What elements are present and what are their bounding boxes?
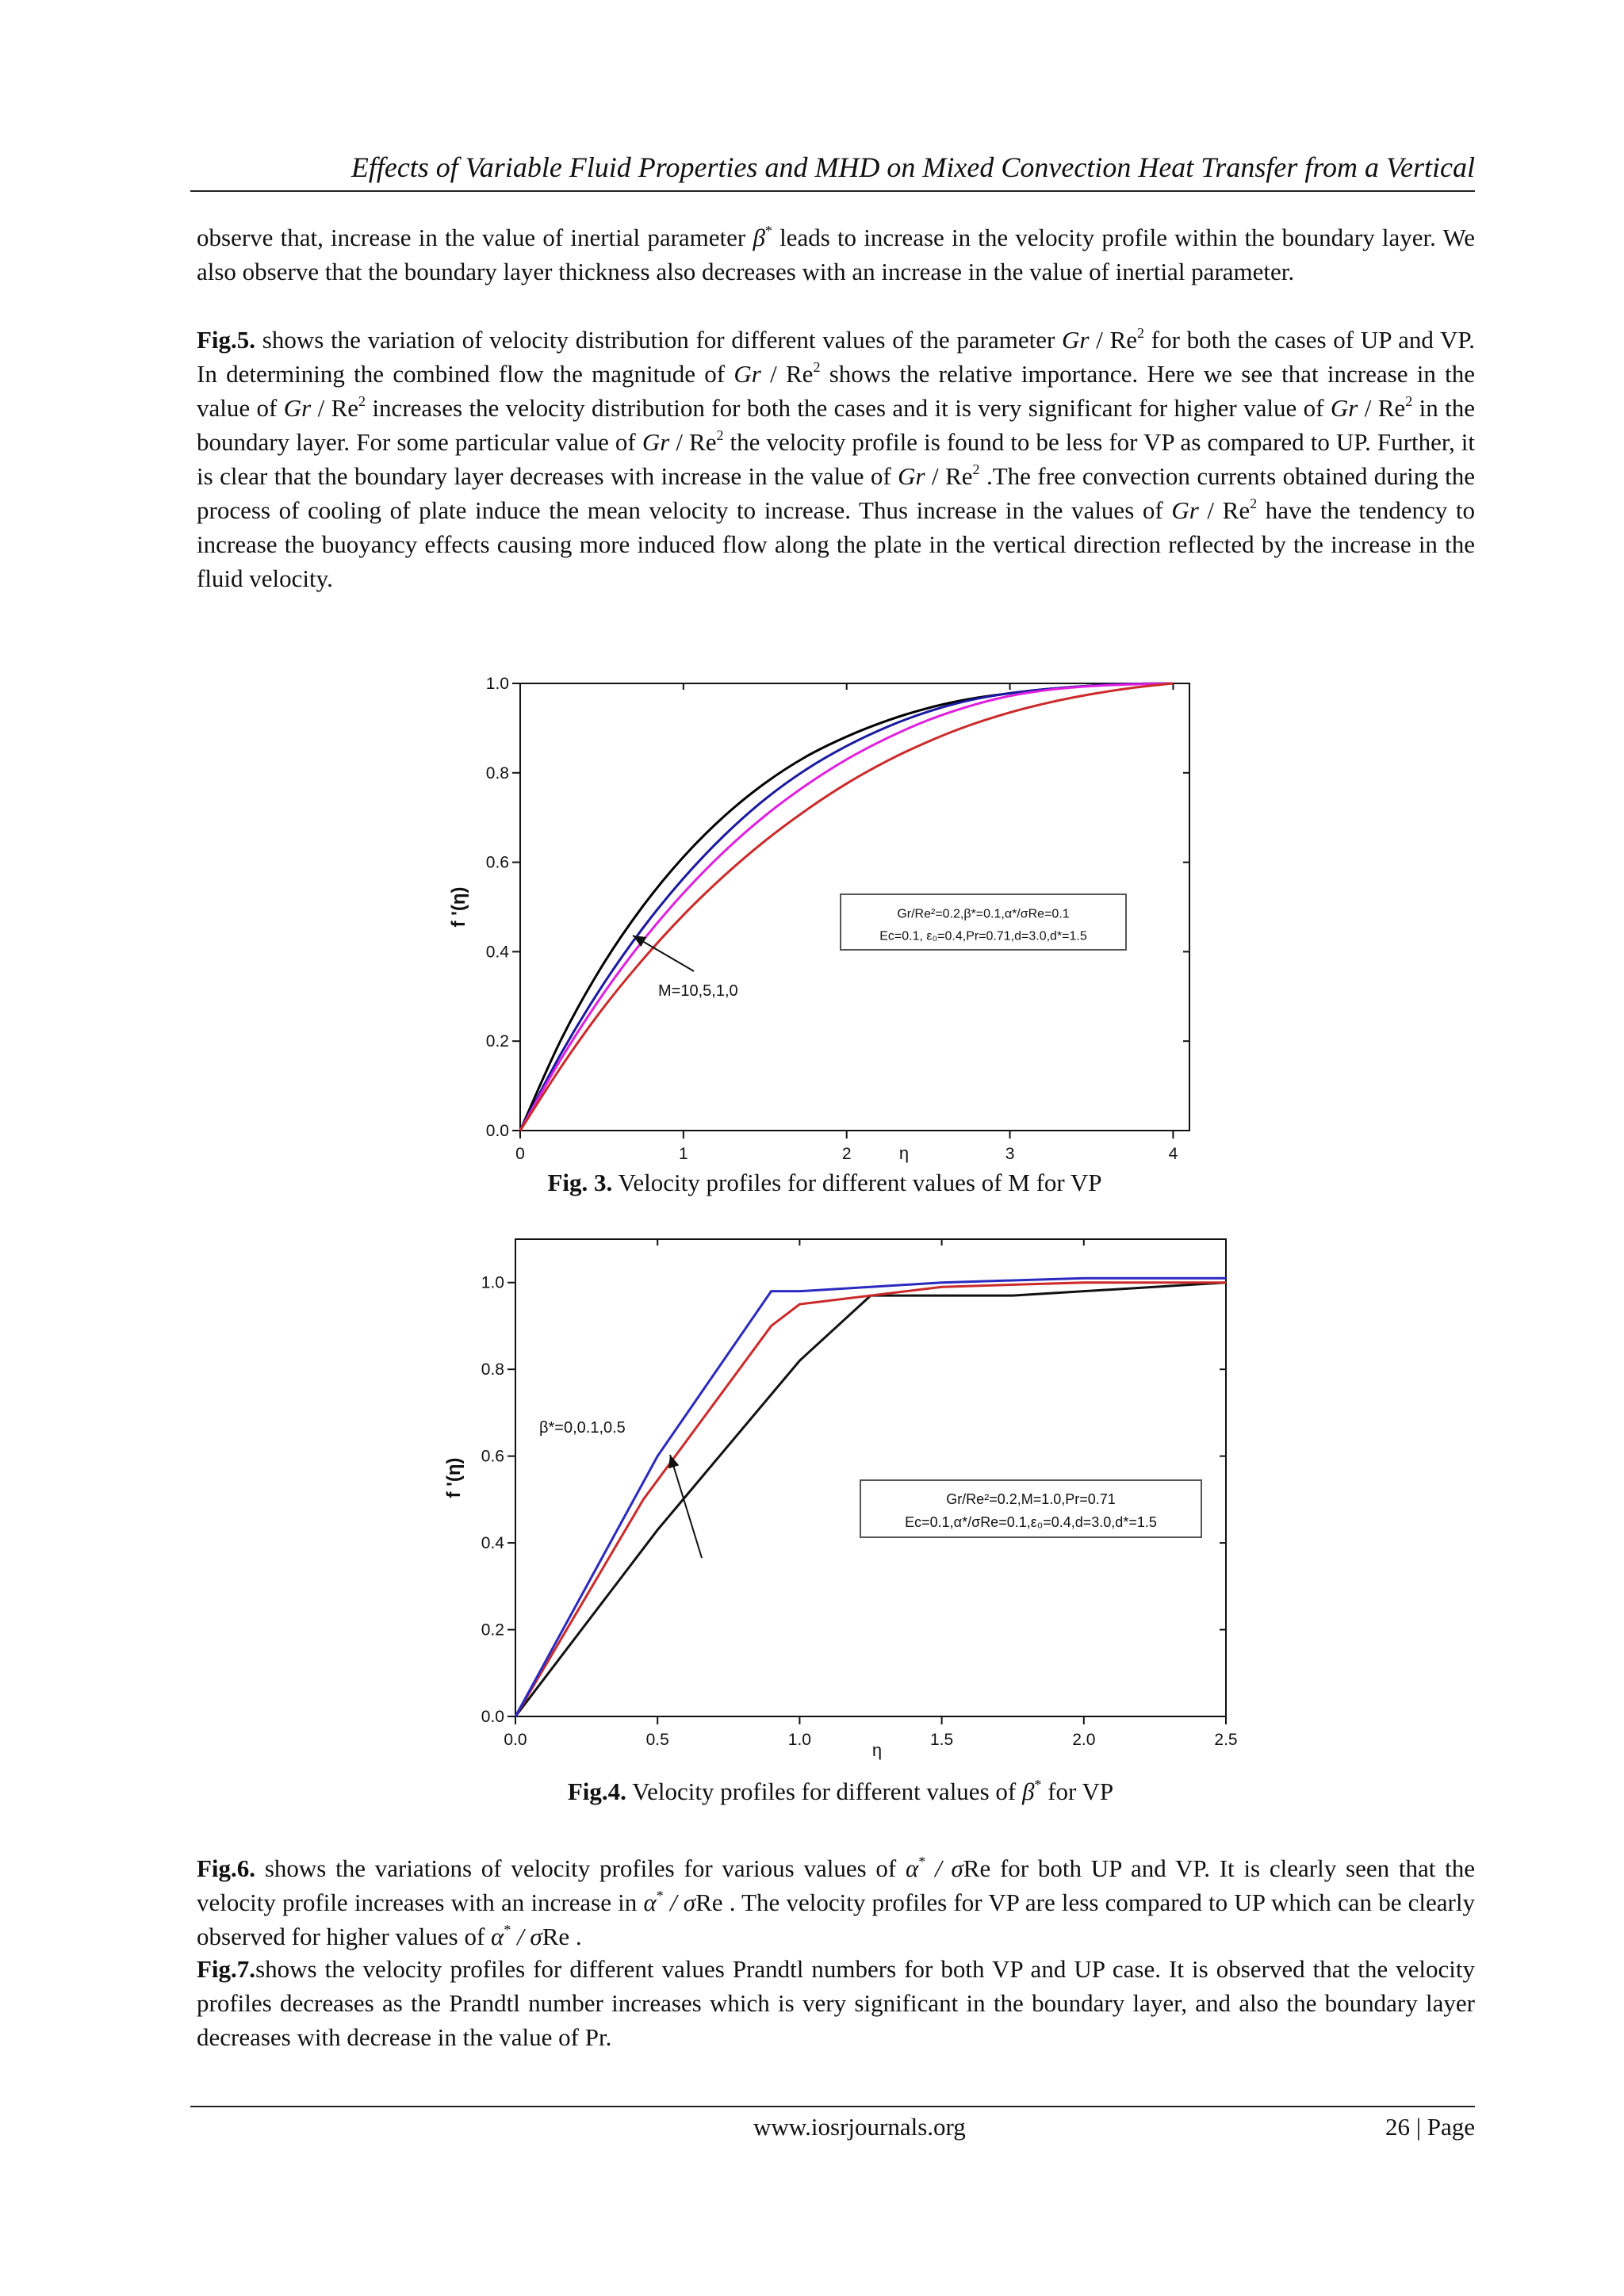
re-symbol: Re (945, 462, 973, 490)
re-symbol: Re (963, 1854, 991, 1882)
beta-symbol: β (753, 224, 765, 251)
fig4-caption-star: * (1034, 1777, 1042, 1793)
p3-text-1: shows the variations of velocity profiles for various values of (255, 1854, 906, 1882)
fig0-ytick-label: 0.8 (485, 763, 509, 783)
fig1-ytick-label: 0.2 (481, 1621, 504, 1640)
p2-text-1: shows the variation of velocity distribution for different values of the parameter (255, 326, 1063, 354)
gr-symbol: Gr (642, 428, 670, 456)
slash: / (311, 394, 331, 422)
fig1-plot-frame (515, 1239, 1226, 1716)
re-symbol: Re (331, 394, 359, 422)
fig1-xtick-label: 2.5 (1214, 1731, 1238, 1749)
fig4-caption-tail: for VP (1041, 1777, 1114, 1805)
figure-4-chart (428, 1225, 1253, 1780)
header-rule (190, 190, 1475, 192)
fig1-ytick-label: 1.0 (481, 1273, 504, 1292)
re-symbol: Re (1377, 394, 1406, 422)
fig7-label: Fig.7. (197, 1955, 256, 1983)
p3-text-4: . (569, 1923, 582, 1950)
fig0-ytick-label: 0.0 (485, 1122, 509, 1140)
alpha-star: * (918, 1854, 926, 1869)
gr-symbol: Gr (733, 360, 761, 388)
slash: / (669, 428, 690, 456)
fig1-xtick-label: 0.0 (504, 1731, 527, 1749)
re-symbol: Re (786, 360, 814, 388)
fig1-ytick-label: 0.4 (481, 1534, 504, 1553)
slash: / (1358, 394, 1378, 422)
fig0-xtick-label: 4 (1168, 1145, 1178, 1163)
fig0-ytick-label: 0.6 (485, 853, 509, 872)
gr-symbol: Gr (283, 394, 312, 422)
fig1-xtick-label: 2.0 (1072, 1731, 1096, 1749)
figure-3-chart (444, 666, 1205, 1173)
fig4-caption-label: Fig.4. (567, 1777, 626, 1805)
p4-text-1: shows the velocity profiles for different values Prandtl numbers for both VP and UP case. It is observed that the velocity profiles decreases as the Prandtl number increases which is very significant in the boundary layer, and also the boundary layer decreases with decrease in the value of Pr. (197, 1955, 1475, 2051)
fig1-ytick-label: 0.8 (481, 1360, 504, 1380)
fig6-label: Fig.6. (197, 1854, 256, 1882)
re-symbol: Re (695, 1888, 723, 1916)
slash: / (925, 462, 946, 490)
fig0-ytick-label: 0.4 (485, 943, 509, 962)
fig1-legend-line-1: Gr/Re²=0.2,M=1.0,Pr=0.71 (946, 1491, 1116, 1508)
fig1-ytick-label: 0.0 (481, 1708, 504, 1726)
footer-page-number: 26 | Page (1385, 2113, 1475, 2141)
fig1-xaxis-label: η (871, 1740, 883, 1760)
gr-symbol: Gr (1330, 394, 1358, 422)
re-symbol: Re (542, 1923, 570, 1950)
squared: 2 (1250, 496, 1258, 511)
beta-star: * (764, 223, 772, 239)
fig1-annotation-label: β*=0,0.1,0.5 (539, 1419, 626, 1437)
running-header: Effects of Variable Fluid Properties and MHD on Mixed Convection Heat Transfer from a Vertical (350, 151, 1475, 183)
sigma-symbol: / σ (511, 1923, 542, 1950)
squared: 2 (972, 461, 980, 477)
alpha-star: * (656, 1888, 664, 1904)
fig0-xaxis-label: η (898, 1143, 910, 1163)
gr-symbol: Gr (1062, 326, 1090, 354)
p2-text-2: for both the cases of UP and VP. In determining the combined flow the magnitude of (197, 326, 1475, 388)
fig4-caption-beta: β (1021, 1777, 1035, 1805)
fig1-legend-line-2: Ec=0.1,α*/σRe=0.1,ε₀=0.4,d=3.0,d*=1.5 (905, 1514, 1157, 1531)
fig1-xtick-label: 0.5 (645, 1731, 669, 1749)
fig0-annotation-label: M=10,5,1,0 (658, 982, 738, 1000)
footer-url: www.iosrjournals.org (753, 2113, 966, 2141)
fig3-caption-label: Fig. 3. (547, 1169, 613, 1196)
squared: 2 (716, 427, 724, 443)
gr-symbol: Gr (1171, 496, 1199, 524)
slash: / (760, 360, 786, 388)
fig4-caption-text: Velocity profiles for different values of (626, 1777, 1022, 1805)
paragraph-fig5 (197, 323, 1475, 595)
sigma-symbol: / σ (663, 1888, 696, 1916)
squared: 2 (813, 359, 821, 375)
fig5-label: Fig.5. (197, 326, 256, 354)
squared: 2 (358, 393, 366, 409)
fig1-xtick-label: 1.0 (787, 1731, 812, 1749)
p1-text-1: observe that, increase in the value of inertial parameter (197, 224, 753, 251)
re-symbol: Re (1109, 326, 1138, 354)
alpha-symbol: α (491, 1923, 504, 1950)
fig1-annotation-arrow (670, 1455, 702, 1558)
paragraph-fig6 (197, 1851, 1475, 1954)
p2-text-4: increases the velocity distribution for both the cases and it is very significant for higher value of (366, 394, 1331, 422)
p2-text-3: shows the relative importance. Here we see that increase in the value of (197, 360, 1476, 422)
p2-text-6: the velocity profile is found to be less for VP as compared to UP. Further, it is clear that the boundary layer decreases with increase in the value of (197, 428, 1476, 490)
alpha-symbol: α (643, 1888, 657, 1916)
fig1-xtick-label: 1.5 (929, 1731, 954, 1749)
squared: 2 (1405, 393, 1413, 409)
p3-text-3: . The velocity profiles for VP are less compared to UP which can be clearly observed for higher values of (197, 1888, 1475, 1950)
fig0-xtick-label: 3 (1005, 1145, 1015, 1163)
fig3-caption-text: Velocity profiles for different values of M for VP (612, 1169, 1102, 1196)
fig0-ytick-label: 1.0 (485, 675, 509, 693)
figure-3-caption (444, 1169, 1205, 1197)
p3-text-2: for both UP and VP. It is clearly seen that the velocity profile increases with an increase in (197, 1854, 1475, 1916)
re-symbol: Re (689, 428, 717, 456)
alpha-star: * (504, 1922, 511, 1938)
squared: 2 (1137, 325, 1145, 341)
fig0-xtick-label: 0 (515, 1145, 525, 1163)
p2-text-8: have the tendency to increase the buoyancy effects causing more induced flow along the plate in the vertical direction reflected by the increase in the fluid velocity. (197, 496, 1476, 592)
fig0-legend-line-2: Ec=0.1, ε₀=0.4,Pr=0.71,d=3.0,d*=1.5 (879, 929, 1087, 943)
re-symbol: Re (1222, 496, 1251, 524)
fig0-xtick-label: 2 (841, 1145, 852, 1163)
footer-rule (190, 2106, 1475, 2107)
slash: / (1089, 326, 1110, 354)
fig1-ytick-label: 0.6 (481, 1447, 504, 1466)
paragraph-1 (197, 220, 1475, 289)
fig0-legend-line-1: Gr/Re²=0.2,β*=0.1,α*/σRe=0.1 (897, 907, 1070, 921)
slash: / (1198, 496, 1223, 524)
paragraph-fig7 (197, 1952, 1475, 2054)
fig0-xtick-label: 1 (679, 1145, 688, 1163)
p2-text-7: .The free convection currents obtained during the process of cooling of plate induce the mean velocity to increase. Thus increase in the values of (197, 462, 1475, 524)
fig1-yaxis-label: f '(η) (443, 1457, 465, 1498)
sigma-symbol: / σ (925, 1854, 963, 1882)
fig0-ytick-label: 0.2 (485, 1032, 509, 1051)
figure-4-caption (428, 1777, 1253, 1806)
p2-text-5: in the boundary layer. For some particular value of (197, 394, 1475, 456)
fig0-yaxis-label: f '(η) (448, 886, 469, 928)
gr-symbol: Gr (898, 462, 925, 490)
p1-text-2: leads to increase in the velocity profile within the boundary layer. We also observe that the boundary layer thickness also decreases with an increase in the value of inertial parameter. (197, 224, 1476, 285)
alpha-symbol: α (906, 1854, 919, 1882)
